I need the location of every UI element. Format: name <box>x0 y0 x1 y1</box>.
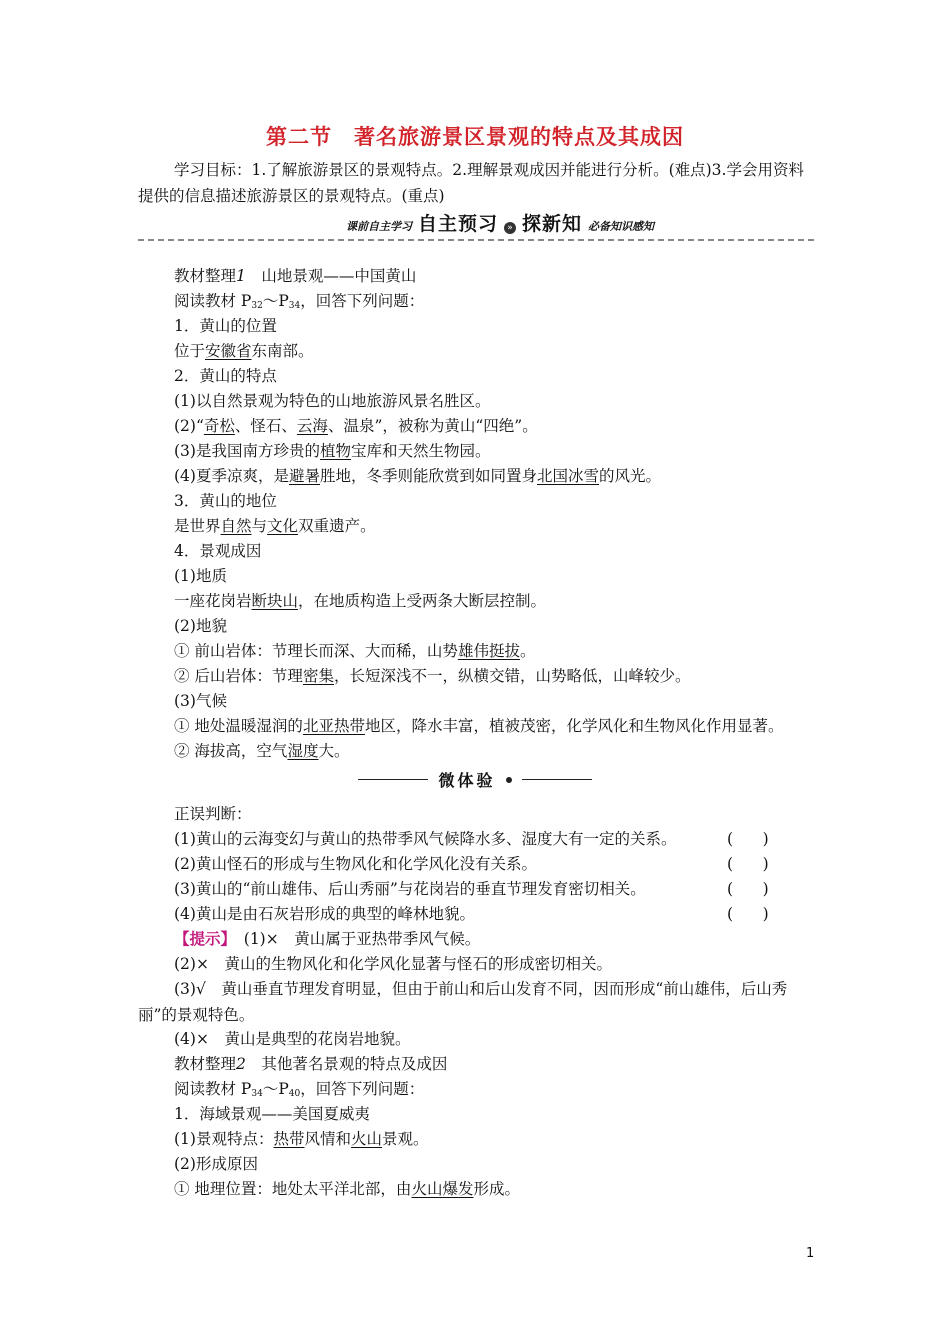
status-line: 是世界自然与文化双重遗产。 <box>174 517 376 535</box>
sec2-h1: 1．海域景观——美国夏威夷 <box>174 1105 370 1123</box>
sec1-h1: 1．黄山的位置 <box>174 317 277 335</box>
geology-text: 一座花岗岩断块山，在地质构造上受两条大断层控制。 <box>174 592 547 610</box>
answer-4: (4)× 黄山是典型的花岗岩地貌。 <box>174 1030 411 1048</box>
question-3: (3)黄山的“前山雄伟、后山秀丽”与花岗岩的垂直节理发育密切相关。 <box>174 880 646 898</box>
feature-1: (1)以自然景观为特色的山地旅游风景名胜区。 <box>174 392 491 410</box>
geology-heading: (1)地质 <box>174 567 227 585</box>
sec2-heading: 教材整理2 其他著名景观的特点及成因 <box>174 1055 448 1073</box>
sec1-heading: 教材整理1 山地景观——中国黄山 <box>174 267 417 285</box>
answer-3: (3)√ 黄山垂直节理发育明显，但由于前山和后山发育不同，因而形成“前山雄伟，后山秀丽”的景观特色。 <box>138 980 788 1024</box>
learning-goals: 学习目标：1.了解旅游景区的景观特点。2.理解景观成因并能进行分析。(难点)3.学会用资料提供的信息描述旅游景区的景观特点。(重点) <box>138 161 804 205</box>
banner-big2: 探新知 <box>521 213 582 235</box>
sec1-h2: 2．黄山的特点 <box>174 367 277 385</box>
question-1: (1)黄山的云海变幻与黄山的热带季风气候降水多、湿度大有一定的关系。 <box>174 830 677 848</box>
location-line: 位于安徽省东南部。 <box>174 342 314 360</box>
sec1-h3: 3．黄山的地位 <box>174 492 277 510</box>
page-title: 第二节 著名旅游景区景观的特点及其成因 <box>266 125 684 149</box>
hawaii-causes: (2)形成原因 <box>174 1155 258 1173</box>
question-4: (4)黄山是由石灰岩形成的典型的峰林地貌。 <box>174 905 475 923</box>
landform-heading: (2)地貌 <box>174 617 227 635</box>
climate-heading: (3)气候 <box>174 692 227 710</box>
sec1-read: 阅读教材 $P_{32}\sim P_{34}$，回答下列问题： <box>174 292 425 311</box>
landform-front: ① 前山岩体：节理长而深、大而稀，山势雄伟挺拔。 <box>174 642 536 660</box>
arrow-icon: » <box>504 222 516 234</box>
judge-label: 正误判断： <box>174 805 252 823</box>
answer-1: 【提示】 (1)× 黄山属于亚热带季风气候。 <box>174 929 481 948</box>
section-banner <box>138 212 814 242</box>
question-2: (2)黄山怪石的形成与生物风化和化学风化没有关系。 <box>174 855 537 873</box>
answer-box-3[interactable]: ( ) <box>727 880 769 898</box>
hawaii-location: ① 地理位置：地处太平洋北部，由火山爆发形成。 <box>174 1180 520 1198</box>
landform-back: ② 后山岩体：节理密集，长短深浅不一，纵横交错，山势略低，山峰较少。 <box>174 667 691 685</box>
feature-3: (3)是我国南方珍贵的植物宝库和天然生物园。 <box>174 442 491 460</box>
page-number: 1 <box>806 1246 815 1261</box>
feature-2: (2)“奇松、怪石、云海、温泉”，被称为黄山“四绝”。 <box>174 417 538 435</box>
banner-left: 课前自主学习 <box>345 220 412 233</box>
sec2-read: 阅读教材 $P_{34}\sim P_{40}$，回答下列问题： <box>174 1080 425 1099</box>
hawaii-features: (1)景观特点：热带风情和火山景观。 <box>174 1130 429 1148</box>
answer-box-2[interactable]: ( ) <box>727 855 769 873</box>
climate-1: ① 地处温暖湿润的北亚热带地区，降水丰富，植被茂密，化学风化和生物风化作用显著。 <box>174 717 784 735</box>
answer-box-1[interactable]: ( ) <box>727 830 769 848</box>
answer-box-4[interactable]: ( ) <box>727 905 769 923</box>
banner-big1: 自主预习 <box>417 213 498 235</box>
tip-label: 【提示】 <box>174 929 229 948</box>
banner-right: 必备知识感知 <box>588 220 654 233</box>
micro-label: 微体验 <box>438 771 496 790</box>
banner-dashed-line <box>138 239 814 241</box>
answer-2: (2)× 黄山的生物风化和化学风化显著与怪石的形成密切相关。 <box>174 955 612 973</box>
climate-2: ② 海拔高，空气湿度大。 <box>174 742 350 760</box>
feature-4: (4)夏季凉爽，是避暑胜地，冬季则能欣赏到如同置身北国冰雪的风光。 <box>174 467 662 485</box>
micro-divider <box>0 768 950 791</box>
sec1-h4: 4．景观成因 <box>174 542 262 560</box>
